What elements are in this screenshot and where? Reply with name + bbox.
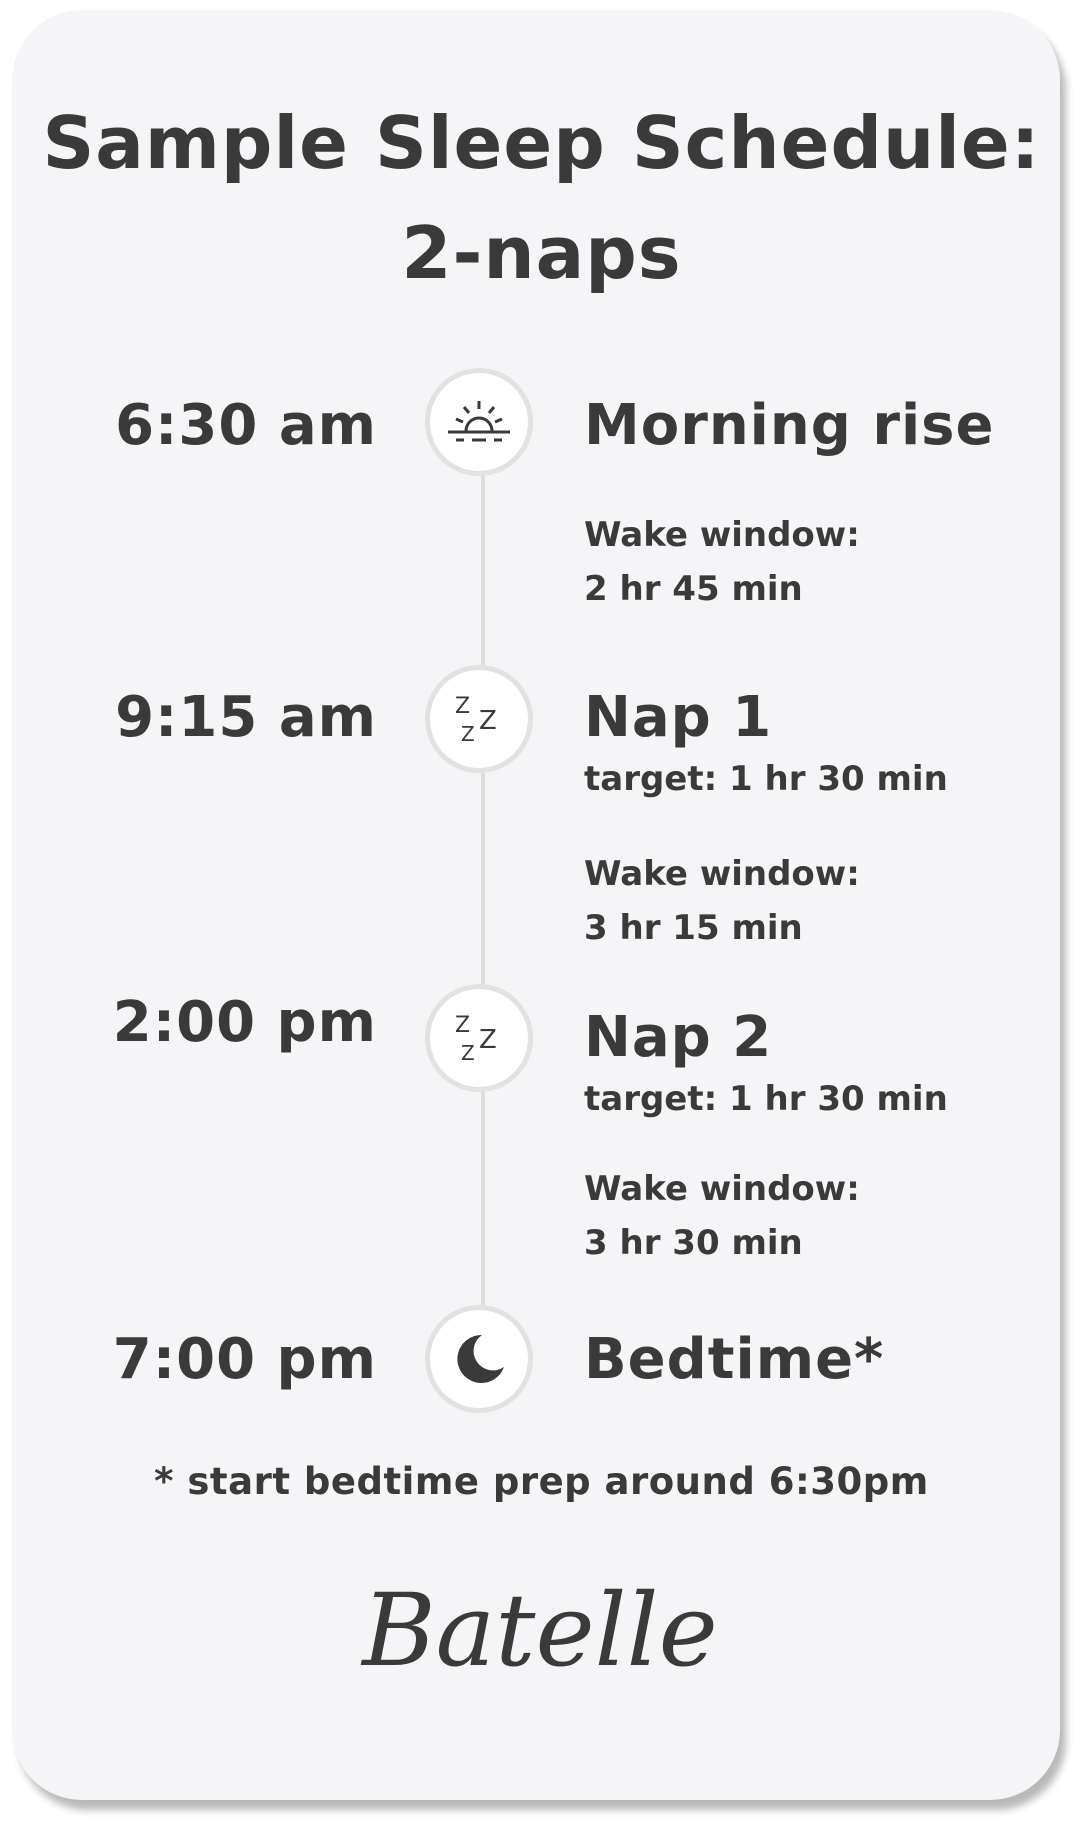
- target-nap-1: target: 1 hr 30 min: [584, 759, 948, 799]
- svg-text:Z: Z: [455, 1013, 471, 1038]
- wake-window-3-label: Wake window:: [584, 1169, 860, 1209]
- svg-text:Batelle: Batelle: [362, 1572, 718, 1689]
- target-nap-2: target: 1 hr 30 min: [584, 1079, 948, 1119]
- event-nap-2: Nap 2: [584, 1005, 773, 1070]
- wake-window-2-value: 3 hr 15 min: [584, 908, 803, 948]
- title-line-2: 2-naps: [401, 211, 682, 295]
- node-nap-2: [425, 984, 533, 1092]
- svg-text:Z: Z: [461, 722, 475, 746]
- wake-window-3-value: 3 hr 30 min: [584, 1223, 803, 1263]
- page-title: [0, 88, 1083, 308]
- batelle-logo: [320, 1560, 760, 1710]
- time-morning-rise: 6:30 am: [115, 393, 377, 458]
- time-nap-1: 9:15 am: [115, 685, 377, 750]
- title-line-1: Sample Sleep Schedule:: [42, 101, 1041, 185]
- node-morning-rise: [425, 368, 533, 476]
- wake-window-1-label: Wake window:: [584, 515, 860, 555]
- wake-window-1-value: 2 hr 45 min: [584, 569, 803, 609]
- event-nap-1: Nap 1: [584, 685, 773, 750]
- bedtime-footnote: * start bedtime prep around 6:30pm: [154, 1460, 929, 1503]
- moon-icon: [451, 1331, 507, 1387]
- node-nap-1: [425, 665, 533, 773]
- sunrise-icon: [444, 397, 514, 447]
- wake-window-2-label: Wake window:: [584, 854, 860, 894]
- wake-window-3: [584, 1162, 860, 1270]
- event-bedtime: Bedtime*: [584, 1327, 885, 1392]
- wake-window-1: [584, 508, 860, 616]
- svg-text:Z: Z: [479, 706, 497, 736]
- svg-text:Z: Z: [461, 1041, 475, 1065]
- time-bedtime: 7:00 pm: [112, 1327, 377, 1392]
- svg-text:Z: Z: [455, 694, 471, 719]
- wake-window-2: [584, 847, 860, 955]
- zzz-icon: [449, 689, 509, 749]
- node-bedtime: [425, 1305, 533, 1413]
- event-morning-rise: Morning rise: [584, 393, 995, 458]
- timeline-line: [481, 470, 485, 1320]
- svg-text:Z: Z: [479, 1025, 497, 1055]
- zzz-icon: [449, 1008, 509, 1068]
- time-nap-2: 2:00 pm: [112, 990, 377, 1055]
